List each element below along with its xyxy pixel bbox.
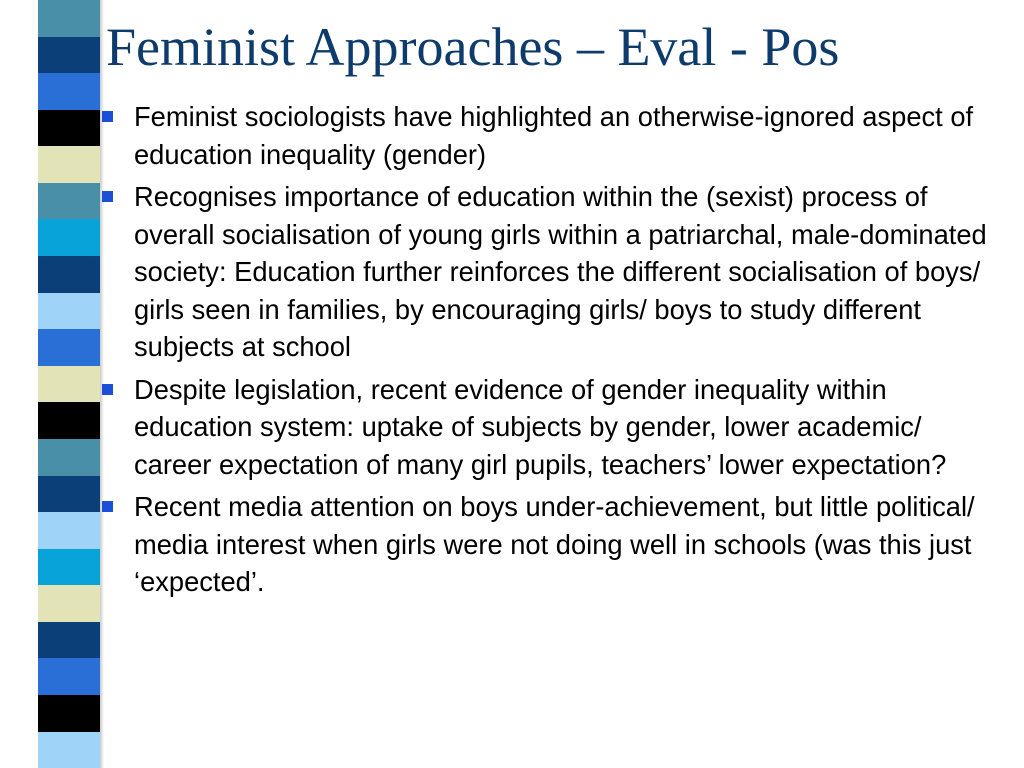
stripe-band — [38, 732, 102, 768]
bullet-item — [100, 488, 1005, 601]
square-bullet-icon — [102, 384, 113, 395]
stripe-band — [38, 366, 102, 403]
stripe-band — [38, 658, 102, 695]
square-bullet-icon — [102, 191, 113, 202]
stripe-band — [38, 0, 102, 37]
stripe-band — [38, 256, 102, 293]
bullet-text: Recent media attention on boys under-achievement, but little political/ media interest when girls were not doing well in schools (was this just ‘expected’. — [134, 491, 975, 597]
bullet-text: Recognises importance of education within the (sexist) process of overall socialisation of young girls within a patriarchal, male-dominated society: Education further reinforces the different socialisation of boys/ girls seen in families, by encouraging girls/ boys to study different subjects at school — [134, 181, 987, 362]
slide-title: Feminist Approaches – Eval - Pos — [106, 17, 840, 77]
stripe-band — [38, 622, 102, 659]
bullet-text: Despite legislation, recent evidence of gender inequality within education system: uptake of subjects by gender, lower academic/ career expectation of many girl pupils, teachers’ lower expectation? — [134, 373, 947, 480]
stripe-band — [38, 219, 102, 256]
stripe-band — [38, 512, 102, 549]
square-bullet-icon — [102, 501, 113, 512]
stripe-band — [38, 183, 102, 220]
stripe-band — [38, 329, 102, 366]
stripe-band — [38, 476, 102, 513]
stripe-band — [38, 695, 102, 732]
square-bullet-icon — [102, 111, 113, 122]
bullet-item — [100, 98, 1005, 173]
stripe-band — [38, 37, 102, 74]
bullet-item — [100, 371, 1005, 484]
stripe-band — [38, 293, 102, 330]
bullet-text: Feminist sociologists have highlighted an otherwise-ignored aspect of education inequality (gender) — [134, 101, 974, 170]
stripe-band — [38, 146, 102, 183]
bullet-list — [100, 98, 1005, 606]
stripe-band — [38, 585, 102, 622]
stripe-band — [38, 110, 102, 147]
stripe-band — [38, 402, 102, 439]
stripe-bands — [38, 0, 102, 768]
stripe-band — [38, 439, 102, 476]
bullet-item — [100, 178, 1005, 366]
stripe-band — [38, 549, 102, 586]
stripe-band — [38, 73, 102, 110]
